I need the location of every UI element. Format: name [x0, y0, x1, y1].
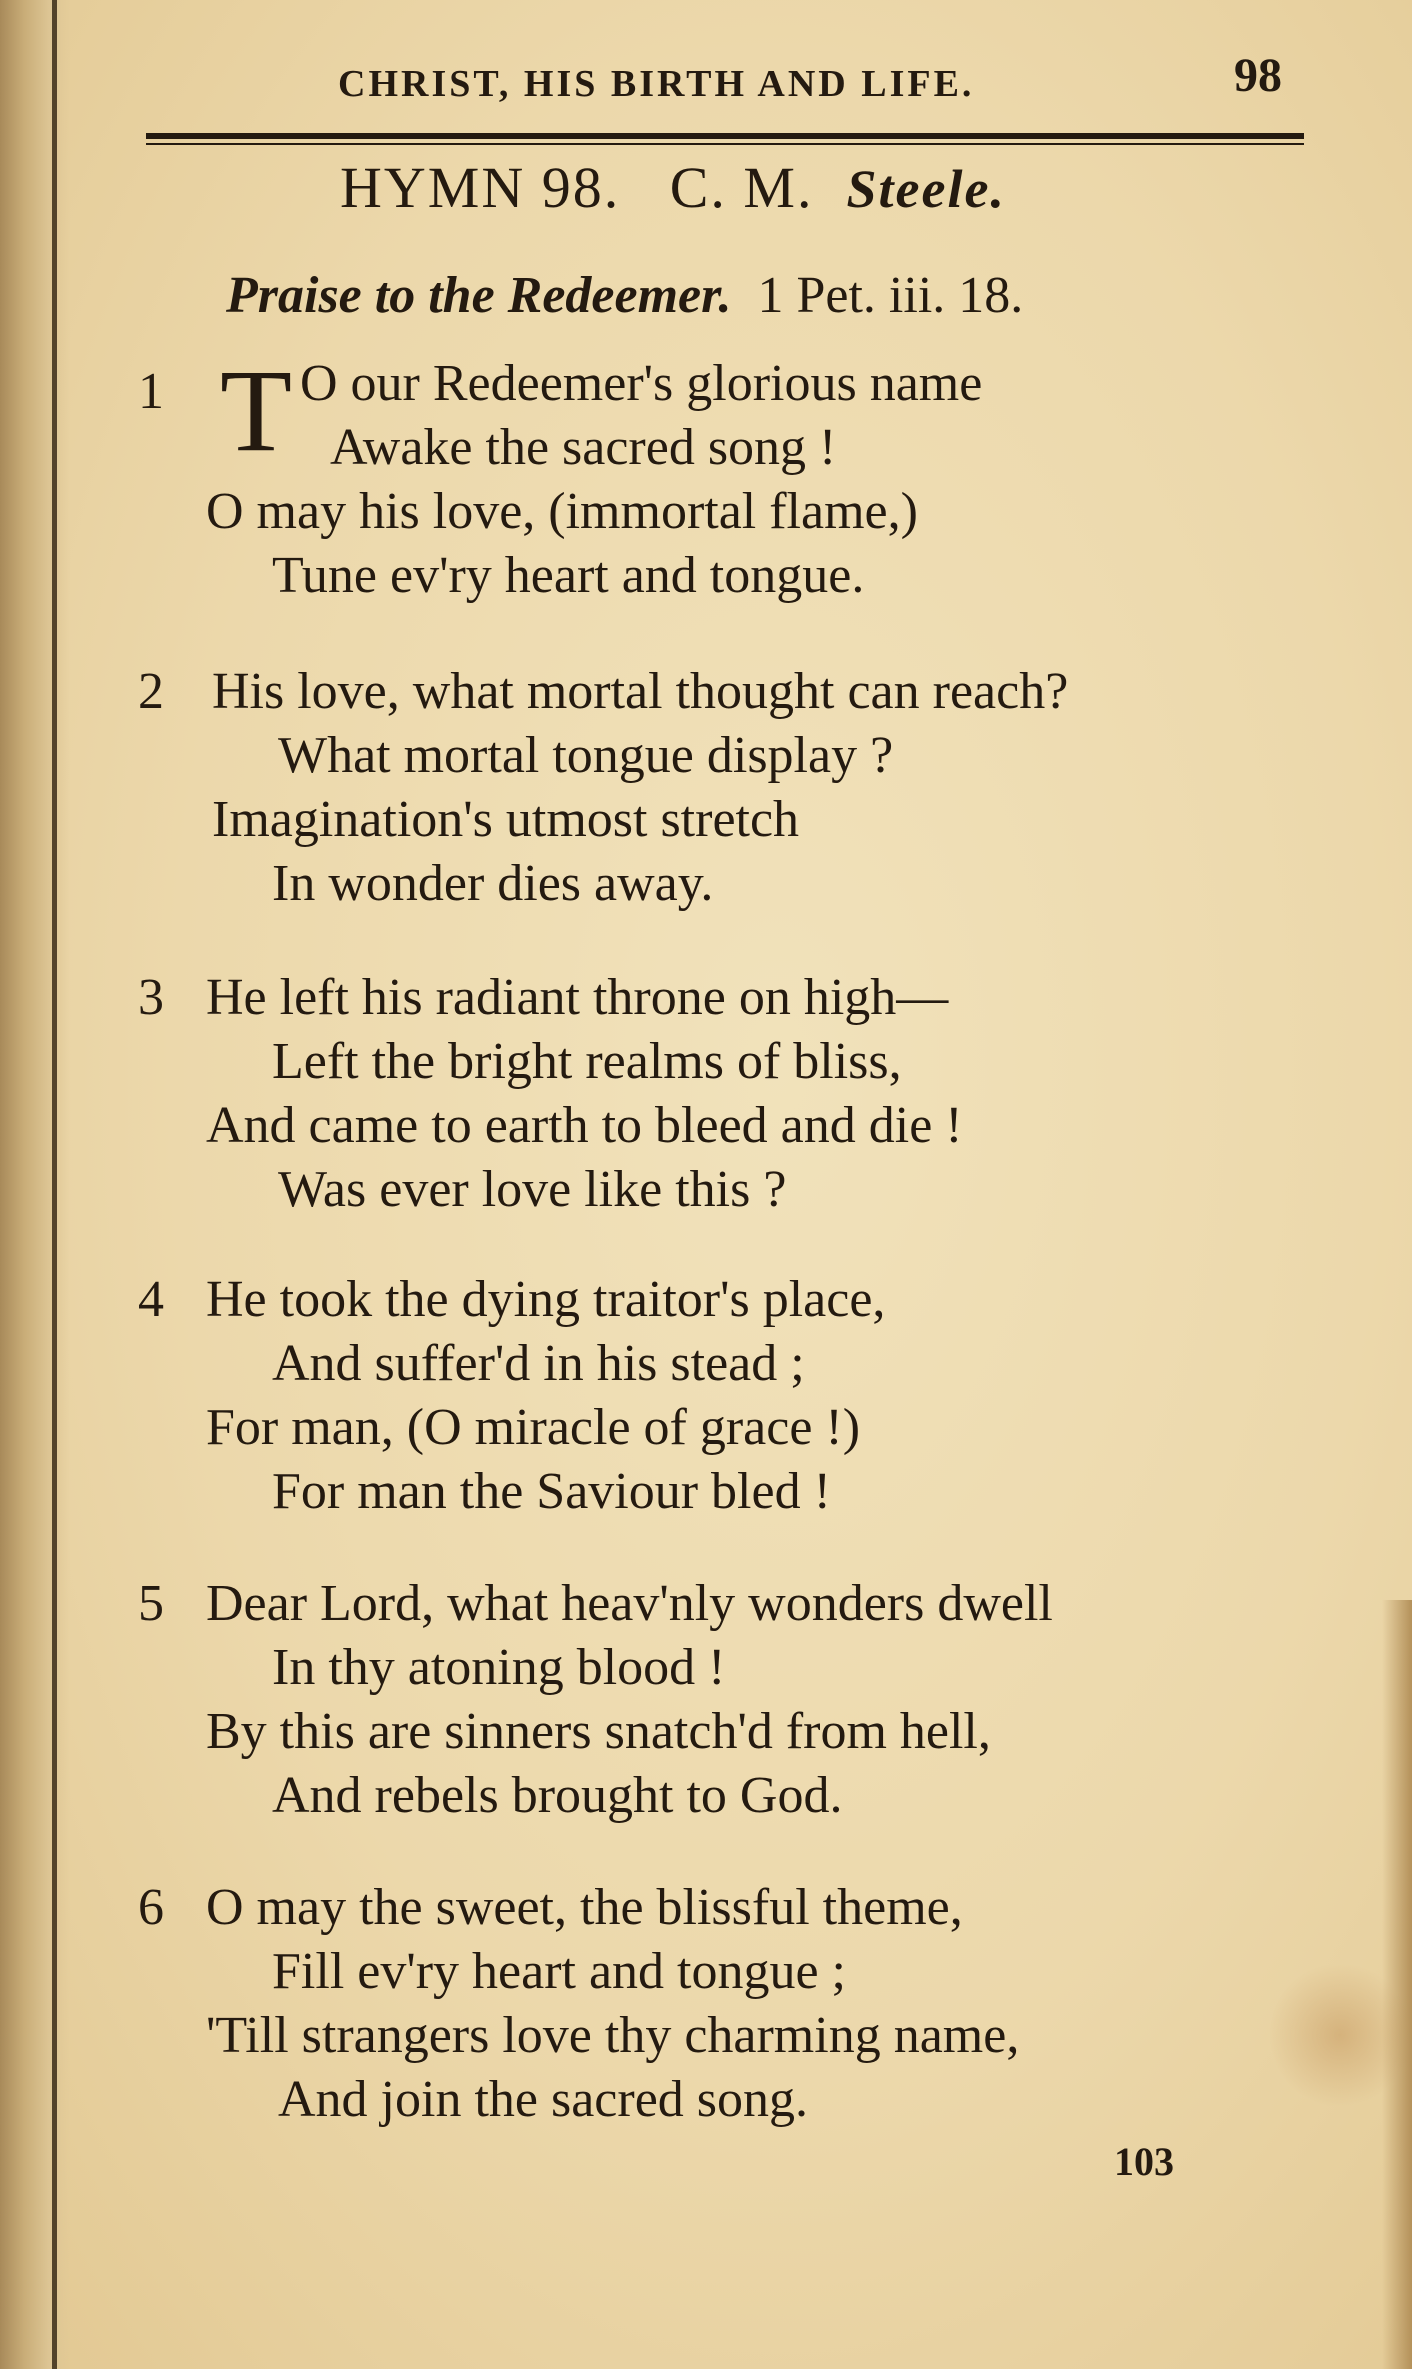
verse-line: His love, what mortal thought can reach?	[212, 663, 1069, 720]
verse-line: And came to earth to bleed and die !	[206, 1097, 963, 1154]
verse-line: Tune ev'ry heart and tongue.	[272, 547, 865, 604]
verse-line: For man, (O miracle of grace !)	[206, 1399, 861, 1456]
verse-line: In thy atoning blood !	[272, 1639, 726, 1696]
stanza-number: 3	[138, 969, 164, 1026]
verse-line: In wonder dies away.	[272, 855, 714, 912]
hymn-author: Steele.	[846, 159, 1006, 219]
header-rule-thick	[146, 133, 1304, 139]
verse-line: He left his radiant throne on high—	[206, 969, 949, 1026]
verse-line: O our Redeemer's glorious name	[300, 355, 983, 412]
verse-line: Was ever love like this ?	[278, 1161, 787, 1218]
verse-line: And join the sacred song.	[278, 2071, 809, 2128]
verse-line: Awake the sacred song !	[330, 419, 837, 476]
hymn-number-meter: HYMN 98. C. M.	[340, 155, 814, 220]
gutter-line	[52, 0, 57, 2369]
stanza-number: 6	[138, 1879, 164, 1936]
verse-line: What mortal tongue display ?	[278, 727, 894, 784]
scripture-reference: 1 Pet. iii. 18.	[757, 267, 1024, 324]
header-rule-thin	[146, 143, 1304, 145]
verse-line: O may his love, (immortal flame,)	[206, 483, 918, 540]
signature-number: 103	[1114, 2139, 1174, 2184]
hymn-theme: Praise to the Redeemer.	[226, 267, 732, 324]
stanza-number: 4	[138, 1271, 164, 1328]
running-head: CHRIST, HIS BIRTH AND LIFE.	[338, 63, 975, 105]
verse-line: 'Till strangers love thy charming name,	[206, 2007, 1020, 2064]
verse-line: By this are sinners snatch'd from hell,	[206, 1703, 991, 1760]
verse-line: Left the bright realms of bliss,	[272, 1033, 902, 1090]
verse-line: And suffer'd in his stead ;	[272, 1335, 805, 1392]
page-number: 98	[1234, 49, 1282, 102]
drop-cap: T	[220, 345, 293, 476]
paper-stain	[1270, 1960, 1410, 2110]
book-spine-shadow	[0, 0, 70, 2369]
stanza-number: 1	[138, 363, 164, 420]
verse-line: For man the Saviour bled !	[272, 1463, 831, 1520]
verse-line: And rebels brought to God.	[272, 1767, 843, 1824]
hymn-subtitle	[226, 266, 1023, 325]
stanza-number: 2	[138, 663, 164, 720]
hymn-title	[340, 154, 1006, 221]
verse-line: He took the dying traitor's place,	[206, 1271, 886, 1328]
stanza-number: 5	[138, 1575, 164, 1632]
verse-line: O may the sweet, the blissful theme,	[206, 1879, 963, 1936]
verse-line: Imagination's utmost stretch	[212, 791, 800, 848]
verse-line: Dear Lord, what heav'nly wonders dwell	[206, 1575, 1053, 1632]
verse-line: Fill ev'ry heart and tongue ;	[272, 1943, 847, 2000]
